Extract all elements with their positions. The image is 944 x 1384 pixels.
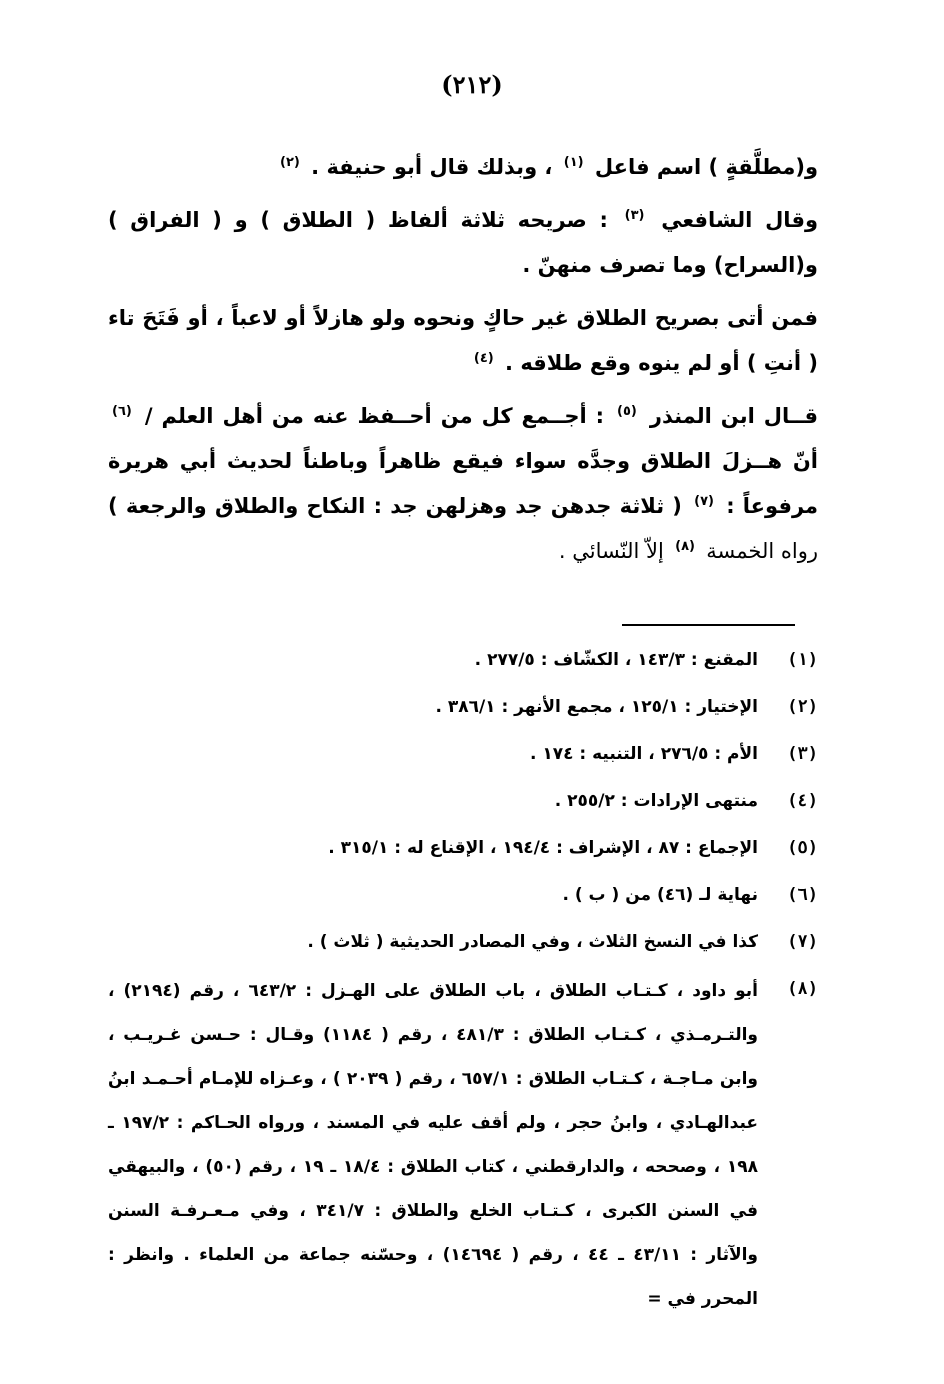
footnote-1 xyxy=(108,650,818,697)
paragraph-3 xyxy=(108,296,818,386)
footnote-text: الإختيار : ١٢٥/١ ، مجمع الأنهر : ٣٨٦/١ . xyxy=(435,697,758,717)
text-segment: : صريحه ثلاثة ألفاظ ( الطلاق ) و ( الفراق ) و(السراح) وما تصرف منهنّ . xyxy=(108,208,818,277)
footnote-ref: (٤) xyxy=(473,351,494,366)
footnote-8 xyxy=(108,979,818,1321)
text-segment: فمن أتى بصريح الطلاق غير حاكٍ ونحوه ولو هازلاً أو لاعباً ، أو فَتَحَ تاء ( أنتِ ) أو لم ينوه وقع طلاقه . xyxy=(108,306,818,375)
footnote-2 xyxy=(108,697,818,744)
footnote-ref: (٥) xyxy=(617,404,637,419)
text-segment: ، وبذلك قال أبو حنيفة . xyxy=(311,155,553,179)
text-segment: إلاّ النّسائي . xyxy=(558,539,664,563)
footnote-text: المقنع : ١٤٣/٣ ، الكشّاف : ٢٧٧/٥ . xyxy=(474,650,758,670)
text-segment: وقال الشافعي xyxy=(661,208,818,232)
hadith-quote: ( ثلاثة جدهن جد وهزلهن جد : النكاح والطلاق والرجعة ) xyxy=(108,494,682,518)
footnote-text: نهاية لـ (٤٦) من ( ب ) . xyxy=(562,885,758,905)
footnote-number: (٤) xyxy=(787,791,818,811)
footnote-ref: (٣) xyxy=(624,208,645,223)
text-segment: : أجــمع كل من أحــفظ عنه من أهل العلم / xyxy=(144,404,605,428)
footnote-divider xyxy=(622,624,795,626)
footnote-number: (٣) xyxy=(787,744,818,764)
footnote-ref: (٨) xyxy=(675,539,695,554)
footnote-number: (١) xyxy=(787,650,818,670)
paragraph-2 xyxy=(108,198,818,288)
paragraph-4 xyxy=(108,394,818,574)
footnote-text: الإجماع : ٨٧ ، الإشراف : ١٩٤/٤ ، الإقناع له : ٣١٥/١ . xyxy=(328,838,758,858)
text-segment: و(مطلَّقةٍ ) اسم فاعل xyxy=(594,155,818,179)
footnote-number: (٨) xyxy=(787,979,818,999)
footnote-4 xyxy=(108,791,818,838)
text-segment: رواه الخمسة xyxy=(706,539,818,563)
footnote-ref: (٧) xyxy=(694,494,714,509)
footnote-5 xyxy=(108,838,818,885)
footnote-text: أبو داود ، كـتـاب الطلاق ، باب الطلاق على الهـزل : ٦٤٣/٢ ، رقم (٢١٩٤) ، والتـرمـذي ، كـتـاب الطلاق : ٤٨١/٣ ، رقم ( ١١٨٤) وقـال : حـسن غـريـب ، وابن مـاجـة ، كـتـاب الطلاق : ٦٥٧/١ ، رقم ( ٢٠٣٩ ) ، وعـزاه للإمـام أحـمـد ابنُ عبدالهـادي ، وابنُ حجر ، ولم أقف عليه في المسند ، ورواه الحـاكم : ١٩٧/٢ ـ ١٩٨ ، وصححه ، والدارقطني ، كتاب الطلاق : ١٨/٤ ـ ١٩ ، رقم (٥٠) ، والبيهقي في السنن الكبرى ، كـتـاب الخلع والطلاق : ٣٤١/٧ ، وفي مـعـرفـة السنن والآثار : ٤٣/١١ ـ ٤٤ ، رقم ( ١٤٦٩٤) ، وحسّنه جماعة من العلماء . وانظر : المحرر في = xyxy=(108,981,759,1309)
footnote-number: (٢) xyxy=(787,697,818,717)
footnote-number: (٧) xyxy=(787,932,818,952)
paragraph-1 xyxy=(108,145,818,190)
footnote-text: منتهى الإرادات : ٢٥٥/٢ . xyxy=(554,791,758,811)
footnote-number: (٦) xyxy=(787,885,818,905)
footnote-ref: (٦) xyxy=(112,404,132,419)
main-text xyxy=(108,145,818,582)
footnote-6 xyxy=(108,885,818,932)
footnote-ref: (١) xyxy=(563,155,584,170)
text-segment: أنّ هــزلَ الطلاق وجدَّه سواء فيقع ظاهراً وباطناً لحديث أبي هريرة مرفوعاً : xyxy=(108,449,819,518)
footnotes xyxy=(108,650,818,1321)
footnote-ref: (٢) xyxy=(280,155,300,170)
footnote-3 xyxy=(108,744,818,791)
footnote-text: كذا في النسخ الثلاث ، وفي المصادر الحديثية ( ثلاث ) . xyxy=(307,932,758,952)
text-segment: قــال ابن المنذر xyxy=(649,404,818,428)
footnote-number: (٥) xyxy=(787,838,818,858)
footnote-text: الأم : ٢٧٦/٥ ، التنبيه : ١٧٤ . xyxy=(529,744,758,764)
page-number: (٢١٢) xyxy=(441,70,503,99)
